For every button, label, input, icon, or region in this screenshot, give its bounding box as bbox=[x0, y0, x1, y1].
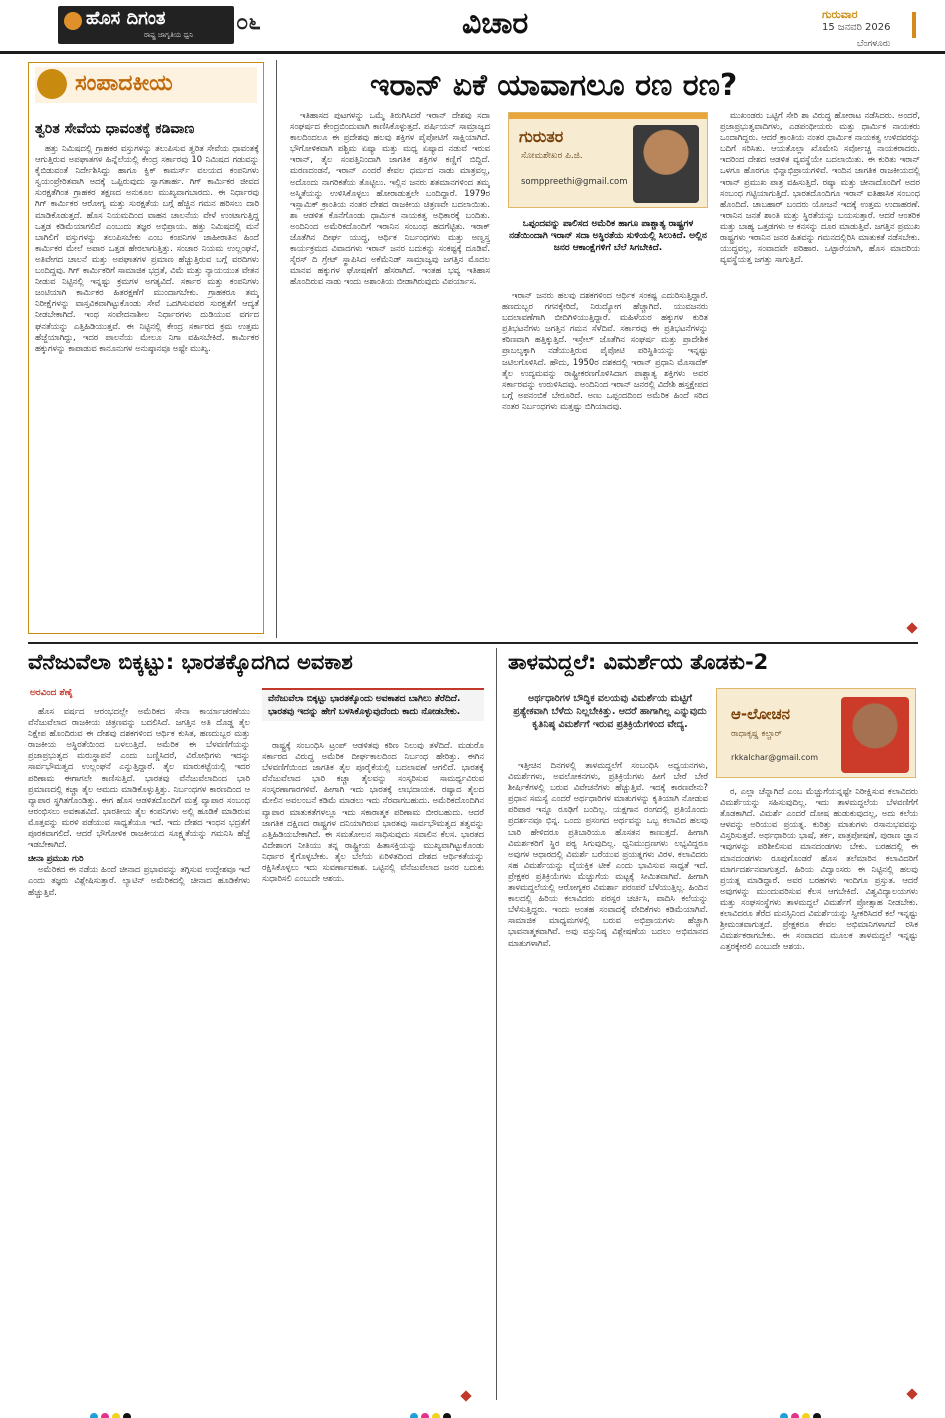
editorial-box bbox=[28, 62, 264, 634]
column-divider bbox=[276, 60, 277, 638]
author-email[interactable]: rkkalchar@gmail.com bbox=[731, 753, 819, 762]
venezuela-headline[interactable]: ವೆನೆಜುವೆಲಾ ಬಿಕ್ಕಟ್ಟು: ಭಾರತಕ್ಕೊದಗಿದ ಅವಕಾಶ bbox=[28, 650, 353, 674]
author-email[interactable]: somppreethi@gmail.com bbox=[521, 177, 628, 187]
logo-tagline: ರಾಷ್ಟ್ರ ಜಾಗೃತಿಯ ಧ್ವನಿ bbox=[144, 31, 194, 39]
cyan-dot-icon bbox=[780, 1413, 788, 1418]
yellow-dot-icon bbox=[112, 1413, 120, 1418]
main-headline[interactable]: ಇರಾನ್ ಏಕೆ ಯಾವಾಗಲೂ ರಣ ರಣ? bbox=[370, 68, 738, 103]
talamaddale-paragraph-2: ರ, ಎಲ್ಲಾ ಚೆನ್ನಾಗಿದೆ ಎಂಬ ಮೆಚ್ಚುಗೆಯನ್ನಷ್ಟೇ ನಿರೀಕ್ಷಿಸುವ ಕಲಾವಿದರು ವಿಮರ್ಶೆಯನ್ನು ಸಹಿಸುವುದಿಲ್ಲ. ಇದು ತಾಳಮದ್ದಲೆಯ ಬೆಳವಣಿಗೆಗೆ ತೊಡಕಾಗಿದೆ. ವಿಮರ್ಶೆ ಎಂದರೆ ದೋಷ ಹುಡುಕುವುದಲ್ಲ, ಅದು ಕಲೆಯ ಆಳವನ್ನು ಅರಿಯುವ ಪ್ರಯತ್ನ. ಕುರಿತ್ತು ಮಾತುಗಳು ರಸಾನುಭವವನ್ನು ವಿಸ್ತರಿಸುತ್ತವೆ. ಅರ್ಥಧಾರಿಯ ಭಾಷೆ, ತರ್ಕ, ಪಾತ್ರಪೋಷಣೆ, ಪುರಾಣ ಜ್ಞಾನ ಇವುಗಳನ್ನು ಪರಿಶೀಲಿಸುವ ಮಾನದಂಡಗಳು ಬೇಕು. ಬರಹದಲ್ಲಿ ಈ ಮಾನದಂಡಗಳು ರೂಪುಗೊಂಡರೆ ಹೊಸ ತಲೆಮಾರಿನ ಕಲಾವಿದರಿಗೆ ಮಾರ್ಗದರ್ಶನವಾಗುತ್ತದೆ. ಹಿರಿಯ ವಿದ್ವಾಂಸರು ಈ ನಿಟ್ಟಿನಲ್ಲಿ ಹಲವು ಪ್ರಯತ್ನ ಮಾಡಿದ್ದಾರೆ. ಅವರ ಬರಹಗಳು ಇಂದಿಗೂ ಪ್ರಸ್ತುತ. ಆದರೆ ಅವುಗಳನ್ನು ಮುಂದುವರಿಸುವ ಕೆಲಸ ಆಗಬೇಕಿದೆ. ವಿಶ್ವವಿದ್ಯಾಲಯಗಳು ಮತ್ತು ಸಂಘಸಂಸ್ಥೆಗಳು ತಾಳಮದ್ದಲೆ ವಿಮರ್ಶೆಗೆ ಪ್ರೋತ್ಸಾಹ ನೀಡಬೇಕು. ಕಲಾವಿದರೂ ತೆರೆದ ಮನಸ್ಸಿನಿಂದ ವಿಮರ್ಶೆಯನ್ನು ಸ್ವೀಕರಿಸಿದರೆ ಕಲೆ ಇನ್ನಷ್ಟು ಶ್ರೀಮಂತವಾಗುತ್ತದೆ. ಪ್ರೇಕ್ಷಕರೂ ಕೇವಲ ಅಭಿಮಾನಿಗಳಾಗದೆ ರಸಿಕ ವಿಮರ್ಶಕರಾಗಬೇಕು. ಈ ಸಂವಾದದ ಮೂಲಕ ತಾಳಮದ್ದಲೆ ಇನ್ನಷ್ಟು ಎತ್ತರಕ್ಕೇರಲಿ ಎಂಬುದೇ ಆಶಯ. bbox=[720, 786, 918, 952]
columnist-card bbox=[716, 688, 916, 778]
author-name: ಸೋಮಶೇಖರ ಪಿ.ಜಿ. bbox=[521, 151, 583, 161]
page-number: ೦೬ bbox=[236, 10, 261, 35]
venezuela-paragraph-1: ಹೊಸ ವರ್ಷದ ಆರಂಭದಲ್ಲೇ ಅಮೆರಿಕದ ಸೇನಾ ಕಾರ್ಯಾಚರಣೆಯು ವೆನೆಜುವೆಲಾದ ರಾಜಕೀಯ ಚಿತ್ರಣವನ್ನು ಬದಲಿಸಿದೆ. ಜಗತ್ತಿನ ಅತಿ ದೊಡ್ಡ ತೈಲ ನಿಕ್ಷೇಪ ಹೊಂದಿರುವ ಈ ದೇಶವು ದಶಕಗಳಿಂದ ಆರ್ಥಿಕ ಕುಸಿತ, ಹಣದುಬ್ಬರ ಮತ್ತು ರಾಜಕೀಯ ಅಸ್ಥಿರತೆಯಿಂದ ಬಳಲುತ್ತಿದೆ. ಅಮೆರಿಕ ಈ ಬೆಳವಣಿಗೆಯನ್ನು ಪ್ರಜಾಪ್ರಭುತ್ವದ ಮರುಸ್ಥಾಪನೆ ಎಂದು ಬಣ್ಣಿಸಿದರೆ, ವಿರೋಧಿಗಳು ಇದನ್ನು ಸಾರ್ವಭೌಮತ್ವದ ಉಲ್ಲಂಘನೆ ಎನ್ನುತ್ತಿದ್ದಾರೆ. ತೈಲ ಮಾರುಕಟ್ಟೆಯಲ್ಲಿ ಇದರ ಪರಿಣಾಮ ಈಗಾಗಲೇ ಕಾಣಿಸುತ್ತಿದೆ. ಭಾರತವು ವೆನೆಜುವೆಲಾದಿಂದ ಭಾರಿ ಪ್ರಮಾಣದಲ್ಲಿ ಕಚ್ಚಾ ತೈಲ ಆಮದು ಮಾಡಿಕೊಳ್ಳುತ್ತಿತ್ತು. ನಿರ್ಬಂಧಗಳ ಕಾರಣದಿಂದ ಆ ವ್ಯಾಪಾರ ಸ್ಥಗಿತಗೊಂಡಿತ್ತು. ಈಗ ಹೊಸ ಆಡಳಿತದೊಂದಿಗೆ ಮತ್ತೆ ವ್ಯಾಪಾರ ಸಂಬಂಧ ಆರಂಭಿಸಲು ಅವಕಾಶವಿದೆ. ಭಾರತೀಯ ತೈಲ ಕಂಪನಿಗಳು ಅಲ್ಲಿ ಹೂಡಿಕೆ ಮಾಡಿರುವ ಮೊತ್ತವನ್ನು ಮರಳಿ ಪಡೆಯುವ ಸಾಧ್ಯತೆಯೂ ಇದೆ. ಇದು ದೇಶದ ಇಂಧನ ಭದ್ರತೆಗೆ ಪೂರಕವಾಗಲಿದೆ. ಆದರೆ ಭೌಗೋಳಿಕ ರಾಜಕೀಯದ ಸೂಕ್ಷ್ಮತೆಯನ್ನು ಗಮನಿಸಿ ಹೆಜ್ಜೆ ಇಡಬೇಕಾಗಿದೆ. bbox=[28, 706, 250, 850]
print-registration-marks bbox=[90, 1406, 134, 1416]
talamaddale-column-1 bbox=[508, 760, 708, 1396]
black-dot-icon bbox=[813, 1413, 821, 1418]
column-name: ಗುರುತರ bbox=[519, 127, 564, 146]
date-city: ಬೆಂಗಳೂರು bbox=[856, 39, 891, 49]
main-column-2 bbox=[502, 290, 708, 626]
main-column-3 bbox=[720, 110, 920, 626]
venezuela-lead: ವೆನೆಜುವೆಲಾ ಬಿಕ್ಕಟ್ಟು ಭಾರತಕ್ಕೊಂದು ಅವಕಾಶದ ಬಾಗಿಲು ತೆರೆದಿದೆ. ಭಾರತವು ಇದನ್ನು ಹೇಗೆ ಬಳಸಿಕೊಳ್ಳುವುದೆಂದು ಕಾದು ನೋಡಬೇಕು. bbox=[262, 688, 484, 721]
talamaddale-lead: ಅರ್ಥಧಾರಿಗಳ ಬೌದ್ಧಿಕ ವಲಯವು ವಿಮರ್ಶೆಯ ಮಟ್ಟಿಗೆ ಪ್ರತ್ಯೇಕವಾಗಿ ಬೆಳೆದು ನಿಲ್ಲಬೇಕಿತ್ತು. ಆದರೆ ಹಾಗಾಗಿಲ್ಲ ಎನ್ನುವುದು ಕೃತಿನಿಷ್ಠ ವಿಮರ್ಶೆಗೆ ಇರುವ ಪ್ರತಿಕ್ರಿಯೆಗಳಿಂದ ವೇದ್ಯ. bbox=[513, 693, 707, 730]
venezuela-column-1 bbox=[28, 706, 250, 1398]
venezuela-paragraph-2: ರಾಷ್ಟ್ರಕ್ಕೆ ಸಂಬಂಧಿಸಿ ಟ್ರಂಪ್ ಆಡಳಿತವು ಕಠಿಣ ನಿಲುವು ತಳೆದಿದೆ. ಮಡುರೊ ಸರ್ಕಾರದ ವಿರುದ್ಧ ಅಮೆರಿಕ ದೀರ್ಘಕಾಲದಿಂದ ನಿರ್ಬಂಧ ಹೇರಿತ್ತು. ಈಗಿನ ಬೆಳವಣಿಗೆಯಿಂದ ಜಾಗತಿಕ ತೈಲ ಪೂರೈಕೆಯಲ್ಲಿ ಬದಲಾವಣೆ ಆಗಲಿದೆ. ಭಾರತಕ್ಕೆ ವೆನೆಜುವೆಲಾದ ಭಾರಿ ಕಚ್ಚಾ ತೈಲವನ್ನು ಸಂಸ್ಕರಿಸುವ ಸಾಮರ್ಥ್ಯವಿರುವ ಸಂಸ್ಕರಣಾಗಾರಗಳಿವೆ. ಹೀಗಾಗಿ ಇದು ಭಾರತಕ್ಕೆ ಲಾಭದಾಯಕ. ರಷ್ಯಾದ ತೈಲದ ಮೇಲಿನ ಅವಲಂಬನೆ ಕಡಿಮೆ ಮಾಡಲು ಇದು ನೆರವಾಗಬಹುದು. ಅಮೆರಿಕದೊಂದಿಗಿನ ವ್ಯಾಪಾರ ಮಾತುಕತೆಗಳಲ್ಲೂ ಇದು ಸಕಾರಾತ್ಮಕ ಪರಿಣಾಮ ಬೀರಬಹುದು. ಆದರೆ ಜಾಗತಿಕ ದಕ್ಷಿಣದ ರಾಷ್ಟ್ರಗಳ ದನಿಯಾಗಿರುವ ಭಾರತವು ಸಾರ್ವಭೌಮತ್ವದ ತತ್ವವನ್ನು ಎತ್ತಿಹಿಡಿಯಬೇಕಾಗಿದೆ. ಈ ಸಮತೋಲನ ಸಾಧಿಸುವುದು ಸವಾಲಿನ ಕೆಲಸ. ಭಾರತದ ವಿದೇಶಾಂಗ ನೀತಿಯು ತನ್ನ ರಾಷ್ಟ್ರೀಯ ಹಿತಾಸಕ್ತಿಯನ್ನು ಮುಖ್ಯವಾಗಿಟ್ಟುಕೊಂಡು ನಿರ್ಧಾರ ಕೈಗೊಳ್ಳಬೇಕು. ತೈಲ ಬೆಲೆಯ ಏರಿಳಿತದಿಂದ ದೇಶದ ಆರ್ಥಿಕತೆಯನ್ನು ರಕ್ಷಿಸಿಕೊಳ್ಳಲು ಇದು ಸುವರ್ಣಾವಕಾಶ. ಒಟ್ಟಿನಲ್ಲಿ ವೆನೆಜುವೆಲಾದ ಜನರ ಬದುಕು ಸುಧಾರಿಸಲಿ ಎಂಬುದೇ ಆಶಯ. bbox=[262, 740, 484, 884]
cyan-dot-icon bbox=[90, 1413, 98, 1418]
author-avatar bbox=[633, 125, 699, 203]
accent-bar bbox=[912, 12, 916, 38]
horizontal-rule bbox=[28, 642, 918, 644]
talamaddale-column-2 bbox=[720, 786, 918, 1396]
print-registration-marks bbox=[410, 1406, 454, 1416]
yellow-dot-icon bbox=[802, 1413, 810, 1418]
talamaddale-headline[interactable]: ತಾಳಮದ್ದಲೆ: ವಿಮರ್ಶೆಯ ತೊಡಕು-2 bbox=[508, 650, 769, 674]
venezuela-byline: ಅರವಿಂದ ಶೆಣೈ bbox=[30, 688, 73, 698]
cyan-dot-icon bbox=[410, 1413, 418, 1418]
editorial-emblem-icon bbox=[37, 69, 67, 99]
editorial-banner bbox=[35, 67, 257, 103]
magenta-dot-icon bbox=[421, 1413, 429, 1418]
black-dot-icon bbox=[123, 1413, 131, 1418]
magenta-dot-icon bbox=[791, 1413, 799, 1418]
editorial-headline[interactable]: ತ್ವರಿತ ಸೇವೆಯ ಧಾವಂತಕ್ಕೆ ಕಡಿವಾಣ bbox=[35, 121, 195, 137]
black-dot-icon bbox=[443, 1413, 451, 1418]
main-paragraph-2: ಇರಾನ್ ಜನರು ಹಲವು ದಶಕಗಳಿಂದ ಆರ್ಥಿಕ ಸಂಕಷ್ಟ ಎದುರಿಸುತ್ತಿದ್ದಾರೆ. ಹಣದುಬ್ಬರ ಗಗನಕ್ಕೇರಿದೆ, ನಿರುದ್ಯೋಗ ಹೆಚ್ಚಾಗಿದೆ. ಯುವಜನರು ಬದಲಾವಣೆಗಾಗಿ ಬೀದಿಗಿಳಿಯುತ್ತಿದ್ದಾರೆ. ಮಹಿಳೆಯರ ಹಕ್ಕುಗಳ ಕುರಿತ ಪ್ರತಿಭಟನೆಗಳು ಜಗತ್ತಿನ ಗಮನ ಸೆಳೆದಿವೆ. ಸರ್ಕಾರವು ಈ ಪ್ರತಿಭಟನೆಗಳನ್ನು ಕಠಿಣವಾಗಿ ಹತ್ತಿಕ್ಕುತ್ತಿದೆ. ಇಸ್ರೇಲ್ ಜೊತೆಗಿನ ಸಂಘರ್ಷ ಮತ್ತು ಪ್ರಾದೇಶಿಕ ಪ್ರಾಬಲ್ಯಕ್ಕಾಗಿ ನಡೆಯುತ್ತಿರುವ ಪೈಪೋಟಿ ಪರಿಸ್ಥಿತಿಯನ್ನು ಇನ್ನಷ್ಟು ಜಟಿಲಗೊಳಿಸಿದೆ. ಹೌದು, 1950ರ ದಶಕದಲ್ಲಿ ಇರಾನ್ ಪ್ರಧಾನಿ ಮೊಸಾದೆಕ್ ತೈಲ ಉದ್ಯಮವನ್ನು ರಾಷ್ಟ್ರೀಕರಣಗೊಳಿಸಿದಾಗ ಪಾಶ್ಚಾತ್ಯ ಶಕ್ತಿಗಳು ಅವರ ಸರ್ಕಾರವನ್ನು ಉರುಳಿಸಿದವು. ಅಂದಿನಿಂದ ಇರಾನ್ ಜನರಲ್ಲಿ ವಿದೇಶಿ ಹಸ್ತಕ್ಷೇಪದ ಬಗ್ಗೆ ಅಪನಂಬಿಕೆ ಬೇರೂರಿದೆ. ಅಣು ಒಪ್ಪಂದದಿಂದ ಅಮೆರಿಕ ಹಿಂದೆ ಸರಿದ ನಂತರ ನಿರ್ಬಂಧಗಳು ಮತ್ತಷ್ಟು ಬಿಗಿಯಾದವು. bbox=[502, 290, 708, 411]
card-accent bbox=[509, 113, 707, 119]
main-column-1 bbox=[290, 110, 490, 626]
columnist-card bbox=[508, 112, 708, 208]
main-paragraph-1: ಇತಿಹಾಸದ ಪುಟಗಳನ್ನು ಒಮ್ಮೆ ತಿರುಗಿಸಿದರೆ ಇರಾನ್ ದೇಶವು ಸದಾ ಸಂಘರ್ಷದ ಕೇಂದ್ರಬಿಂದುವಾಗಿ ಕಾಣಿಸಿಕೊಳ್ಳುತ್ತದೆ. ಪರ್ಷಿಯನ್ ಸಾಮ್ರಾಜ್ಯದ ಕಾಲದಿಂದಲೂ ಈ ಪ್ರದೇಶವು ಹಲವು ಶಕ್ತಿಗಳ ಪೈಪೋಟಿಗೆ ಸಾಕ್ಷಿಯಾಗಿದೆ. ಭೌಗೋಳಿಕವಾಗಿ ಪಶ್ಚಿಮ ಏಷ್ಯಾ ಮತ್ತು ಮಧ್ಯ ಏಷ್ಯಾದ ನಡುವೆ ಇರುವ ಇರಾನ್, ತೈಲ ಸಂಪತ್ತಿನಿಂದಾಗಿ ಜಾಗತಿಕ ಶಕ್ತಿಗಳ ಕಣ್ಣಿಗೆ ಬಿದ್ದಿದೆ. ಮರಣದಂಡನೆ, ಇರಾನ್ ಎಂದರೆ ಕೇವಲ ಧರ್ಮದ ನಾಡು ಮಾತ್ರವಲ್ಲ, ಅದೊಂದು ನಾಗರಿಕತೆಯ ತೊಟ್ಟಿಲು. ಇಲ್ಲಿನ ಜನರು ಶತಮಾನಗಳಿಂದ ತಮ್ಮ ಅಸ್ಮಿತೆಯನ್ನು ಉಳಿಸಿಕೊಳ್ಳಲು ಹೋರಾಡುತ್ತಲೇ ಬಂದಿದ್ದಾರೆ. 1979ರ ಇಸ್ಲಾಮಿಕ್ ಕ್ರಾಂತಿಯ ನಂತರ ದೇಶದ ರಾಜಕೀಯ ಚಿತ್ರಣವೇ ಬದಲಾಯಿತು. ಶಾ ಆಡಳಿತ ಕೊನೆಗೊಂಡು ಧಾರ್ಮಿಕ ನಾಯಕತ್ವ ಅಧಿಕಾರಕ್ಕೆ ಬಂದಿತು. ಅಂದಿನಿಂದ ಅಮೆರಿಕದೊಂದಿಗೆ ಇರಾನಿನ ಸಂಬಂಧ ಹದಗೆಟ್ಟಿತು. ಇರಾಕ್ ಜೊತೆಗಿನ ದೀರ್ಘ ಯುದ್ಧ, ಆರ್ಥಿಕ ನಿರ್ಬಂಧಗಳು ಮತ್ತು ಅಣ್ವಸ್ತ್ರ ಕಾರ್ಯಕ್ರಮದ ವಿವಾದಗಳು ಇರಾನ್ ಜನರ ಬದುಕನ್ನು ಸಂಕಷ್ಟಕ್ಕೆ ದೂಡಿವೆ. ಸೈರಸ್ ದಿ ಗ್ರೇಟ್ ಸ್ಥಾಪಿಸಿದ ಅಕೆಮೆನಿಡ್ ಸಾಮ್ರಾಜ್ಯವು ಜಗತ್ತಿನ ಮೊದಲ ಮಾನವ ಹಕ್ಕುಗಳ ಘೋಷಣೆಗೆ ಹೆಸರಾಗಿದೆ. ಇಂತಹ ಭವ್ಯ ಇತಿಹಾಸ ಹೊಂದಿರುವ ನಾಡು ಇಂದು ಅಶಾಂತಿಯ ಬೀಡಾಗಿರುವುದು ವಿಪರ್ಯಾಸ. bbox=[290, 110, 490, 287]
column-divider bbox=[496, 648, 497, 1400]
print-registration-marks bbox=[780, 1406, 824, 1416]
main-paragraph-3: ಮುಖಂಡರು ಒಟ್ಟಿಗೆ ಸೇರಿ ಶಾ ವಿರುದ್ಧ ಹೋರಾಟ ನಡೆಸಿದರು. ಅಂದರೆ, ಪ್ರಜಾಪ್ರಭುತ್ವವಾದಿಗಳು, ಎಡಪಂಥೀಯರು ಮತ್ತು ಧಾರ್ಮಿಕ ನಾಯಕರು ಒಂದಾಗಿದ್ದರು. ಆದರೆ ಕ್ರಾಂತಿಯ ನಂತರ ಧಾರ್ಮಿಕ ನಾಯಕತ್ವ ಉಳಿದವರನ್ನು ಬದಿಗೆ ಸರಿಸಿತು. ಆಯತೊಲ್ಲಾ ಖೊಮೇನಿ ಸರ್ವೋಚ್ಚ ನಾಯಕರಾದರು. ಇದರಿಂದ ದೇಶದ ಆಡಳಿತ ವ್ಯವಸ್ಥೆಯೇ ಬದಲಾಯಿತು. ಈ ಕುರಿತು ಇರಾನ್ ಒಳಗೂ ಹೊರಗೂ ಭಿನ್ನಾಭಿಪ್ರಾಯಗಳಿವೆ. ಇಂದಿನ ಜಾಗತಿಕ ರಾಜಕೀಯದಲ್ಲಿ ಇರಾನ್ ಪ್ರಮುಖ ಪಾತ್ರ ವಹಿಸುತ್ತಿದೆ. ರಷ್ಯಾ ಮತ್ತು ಚೀನಾದೊಂದಿಗೆ ಅದರ ಸಂಬಂಧ ಗಟ್ಟಿಯಾಗುತ್ತಿದೆ. ಭಾರತದೊಂದಿಗೂ ಇರಾನ್ ಐತಿಹಾಸಿಕ ಸಂಬಂಧ ಹೊಂದಿದೆ. ಚಾಬಹಾರ್ ಬಂದರು ಯೋಜನೆ ಇದಕ್ಕೆ ಉತ್ತಮ ಉದಾಹರಣೆ. ಇರಾನಿನ ಜನತೆ ಶಾಂತಿ ಮತ್ತು ಸ್ಥಿರತೆಯನ್ನು ಬಯಸುತ್ತಾರೆ. ಆದರೆ ಆಂತರಿಕ ಮತ್ತು ಬಾಹ್ಯ ಒತ್ತಡಗಳು ಆ ಕನಸನ್ನು ದೂರ ಮಾಡುತ್ತಿವೆ. ಜಗತ್ತಿನ ಪ್ರಮುಖ ರಾಷ್ಟ್ರಗಳು ಇರಾನಿನ ಜನರ ಹಿತವನ್ನು ಗಮನದಲ್ಲಿರಿಸಿ ಮಾತುಕತೆ ನಡೆಸಬೇಕು. ಯುದ್ಧವಲ್ಲ, ಸಂವಾದವೇ ಪರಿಹಾರ. ಒಟ್ಟಾರೆಯಾಗಿ, ಹೊಸ ಮಾದರಿಯ ವ್ಯವಸ್ಥೆಯತ್ತ ಜಗತ್ತು ಸಾಗುತ್ತಿದೆ. bbox=[720, 110, 920, 265]
masthead bbox=[0, 0, 945, 54]
logo-text: ಹೊಸ ದಿಗಂತ bbox=[86, 8, 166, 29]
date-block bbox=[822, 8, 891, 49]
author-name: ರಾಧಾಕೃಷ್ಣ ಕಲ್ಚಾರ್ bbox=[731, 729, 782, 739]
venezuela-subhead: ಚೀನಾ ಪ್ರಮುಖ ಗುರಿ bbox=[28, 853, 84, 864]
section-title: ವಿಚಾರ bbox=[462, 6, 529, 41]
newspaper-logo[interactable] bbox=[58, 6, 234, 44]
venezuela-paragraph-1b: ಅಮೆರಿಕದ ಈ ನಡೆಯ ಹಿಂದೆ ಚೀನಾದ ಪ್ರಭಾವವನ್ನು ತಗ್ಗಿಸುವ ಉದ್ದೇಶವೂ ಇದೆ ಎಂದು ತಜ್ಞರು ವಿಶ್ಲೇಷಿಸುತ್ತಾರೆ. ಲ್ಯಾಟಿನ್ ಅಮೆರಿಕದಲ್ಲಿ ಚೀನಾದ ಹೂಡಿಕೆಗಳು ಹೆಚ್ಚುತ್ತಿವೆ. bbox=[28, 864, 250, 897]
magenta-dot-icon bbox=[101, 1413, 109, 1418]
lamp-icon bbox=[64, 12, 82, 30]
talamaddale-paragraph-1: ಇತ್ತೀಚಿನ ದಿನಗಳಲ್ಲಿ ತಾಳಮದ್ದಲೆಗೆ ಸಂಬಂಧಿಸಿ ಅಧ್ಯಯನಗಳು, ವಿಮರ್ಶೆಗಳು, ಅವಲೋಕನಗಳು, ಪ್ರತಿಕ್ರಿಯೆಗಳು ಹೀಗೆ ಬೇರೆ ಬೇರೆ ಶೀರ್ಷಿಕೆಗಳಲ್ಲಿ ಬರುವ ವಿವೇಚನೆಗಳು ಹೆಚ್ಚುತ್ತಿವೆ. ಇದಕ್ಕೆ ಕಾರಣವೇನು? ಪ್ರಧಾನ ಸಮಸ್ಯೆ ಎಂದರೆ ಅರ್ಥಧಾರಿಗಳ ಮಾತುಗಳನ್ನು ಕೃತಿಯಾಗಿ ನೋಡುವ ಪರಿಪಾಠ ಇನ್ನೂ ರೂಢಿಗೆ ಬಂದಿಲ್ಲ. ಯಕ್ಷಗಾನ ರಂಗದಲ್ಲಿ ಪ್ರತಿಯೊಂದು ಪ್ರದರ್ಶನವೂ ಭಿನ್ನ. ಒಂದು ಪ್ರಸಂಗದ ಅರ್ಥವನ್ನು ಒಬ್ಬ ಕಲಾವಿದ ಹಲವು ಬಾರಿ ಹೇಳಿದರೂ ಪ್ರತಿಬಾರಿಯೂ ಹೊಸತನ ಕಾಣುತ್ತದೆ. ಹೀಗಾಗಿ ವಿಮರ್ಶಕರಿಗೆ ಸ್ಥಿರ ಪಠ್ಯ ಸಿಗುವುದಿಲ್ಲ. ಧ್ವನಿಮುದ್ರಣಗಳು ಲಭ್ಯವಿದ್ದರೂ ಅವುಗಳ ಆಧಾರದಲ್ಲಿ ವಿಮರ್ಶೆ ಬರೆಯುವ ಪ್ರಯತ್ನಗಳು ವಿರಳ. ಕಲಾವಿದರು ಸಹ ವಿಮರ್ಶೆಯನ್ನು ವೈಯಕ್ತಿಕ ಟೀಕೆ ಎಂದು ಭಾವಿಸುವ ಸಾಧ್ಯತೆ ಇದೆ. ಪ್ರೇಕ್ಷಕರ ಪ್ರತಿಕ್ರಿಯೆಗಳು ಮೆಚ್ಚುಗೆಯ ಮಟ್ಟಕ್ಕೆ ಸೀಮಿತವಾಗಿವೆ. ಹೀಗಾಗಿ ತಾಳಮದ್ದಲೆಯಲ್ಲಿ ಆರೋಗ್ಯಕರ ವಿಮರ್ಶಾ ಪರಂಪರೆ ಬೆಳೆಯುತ್ತಿಲ್ಲ. ಹಿಂದಿನ ಕಾಲದಲ್ಲಿ ಹಿರಿಯ ಕಲಾವಿದರು ಪರಸ್ಪರ ಚರ್ಚಿಸಿ, ವಾದಿಸಿ ಕಲೆಯನ್ನು ಬೆಳೆಸುತ್ತಿದ್ದರು. ಇಂದು ಅಂತಹ ಸಂವಾದಕ್ಕೆ ವೇದಿಕೆಗಳು ಕಡಿಮೆಯಾಗಿವೆ. ಸಾಮಾಜಿಕ ಮಾಧ್ಯಮಗಳಲ್ಲಿ ಬರುವ ಅಭಿಪ್ರಾಯಗಳು ಹೆಚ್ಚಾಗಿ ಭಾವನಾತ್ಮಕವಾಗಿವೆ. ಅವು ವಸ್ತುನಿಷ್ಠ ವಿಶ್ಲೇಷಣೆಯ ಬದಲು ಅಭಿಮಾನದ ಮಾತುಗಳಾಗಿವೆ. bbox=[508, 760, 708, 948]
date-full: 15 ಜನವರಿ 2026 bbox=[822, 22, 891, 33]
editorial-banner-title: ಸಂಪಾದಕೀಯ bbox=[75, 71, 173, 96]
column-name: ಆ-ಲೋಚನ bbox=[731, 705, 790, 723]
venezuela-column-2 bbox=[262, 740, 484, 1398]
editorial-paragraph: ಹತ್ತು ನಿಮಿಷದಲ್ಲಿ ಗ್ರಾಹಕರ ವಸ್ತುಗಳನ್ನು ತಲುಪಿಸುವ ತ್ವರಿತ ಸೇವೆಯ ಧಾವಂತಕ್ಕೆ ಆಗುತ್ತಿರುವ ಅಪಘಾತಗಳ ಹಿನ್ನೆಲೆಯಲ್ಲಿ ಕೇಂದ್ರ ಸರ್ಕಾರವು 10 ನಿಮಿಷದ ಗಡುವನ್ನು ಕೈಬಿಡುವಂತೆ ನಿರ್ದೇಶಿಸಿದ್ದು ಹಾಗೂ ಕ್ವಿಕ್ ಕಾಮರ್ಸ್ ವಲಯದ ಕಂಪನಿಗಳು ಸ್ವಯಂಪ್ರೇರಿತವಾಗಿ ಅದಕ್ಕೆ ಒಪ್ಪಿರುವುದು ಸ್ವಾಗತಾರ್ಹ. ಗಿಗ್ ಕಾರ್ಮಿಕರ ಜೀವದ ಸುರಕ್ಷತೆಗಿಂತ ಗ್ರಾಹಕರ ತಕ್ಷಣದ ಅನುಕೂಲ ಮುಖ್ಯವಾಗಬಾರದು. ಈ ನಿರ್ಧಾರವು ಗಿಗ್ ಕಾರ್ಮಿಕರ ಆರೋಗ್ಯ ಮತ್ತು ಸುರಕ್ಷತೆಯ ಬಗ್ಗೆ ಹೆಚ್ಚಿನ ಗಮನ ಹರಿಸಲು ದಾರಿ ಮಾಡಿಕೊಡುತ್ತದೆ. ಹೊಸ ನಿಯಮದಿಂದ ವಾಹನ ಚಾಲನೆಯ ವೇಳೆ ಉಂಟಾಗುತ್ತಿದ್ದ ಒತ್ತಡ ಕಡಿಮೆಯಾಗಲಿದೆ ಎಂಬುದು ತಜ್ಞರ ಅಭಿಪ್ರಾಯ. ಹತ್ತು ನಿಮಿಷದಲ್ಲಿ ಮನೆ ಬಾಗಿಲಿಗೆ ವಸ್ತುಗಳನ್ನು ತಲುಪಿಸಬೇಕು ಎಂಬ ಕಂಪನಿಗಳ ಜಾಹೀರಾತಿನ ಹಿಂದೆ ಕಾರ್ಮಿಕರ ಮೇಲೆ ಅಪಾರ ಒತ್ತಡ ಹೇರಲಾಗುತ್ತಿತ್ತು. ಸಂಚಾರ ನಿಯಮ ಉಲ್ಲಂಘನೆ, ಅತಿವೇಗದ ಚಾಲನೆ ಮತ್ತು ಅಪಘಾತಗಳ ಪ್ರಮಾಣ ಹೆಚ್ಚುತ್ತಿರುವ ಬಗ್ಗೆ ವರದಿಗಳು ಬಂದಿದ್ದವು. ಗಿಗ್ ಕಾರ್ಮಿಕರಿಗೆ ಸಾಮಾಜಿಕ ಭದ್ರತೆ, ವಿಮೆ ಮತ್ತು ನ್ಯಾಯಯುತ ವೇತನ ನೀಡುವ ನಿಟ್ಟಿನಲ್ಲಿ ಇನ್ನಷ್ಟು ಕ್ರಮಗಳ ಅಗತ್ಯವಿದೆ. ಸರ್ಕಾರ ಮತ್ತು ಕಂಪನಿಗಳು ಜಂಟಿಯಾಗಿ ಕಾರ್ಮಿಕರ ಹಿತರಕ್ಷಣೆಗೆ ಮುಂದಾಗಬೇಕು. ಗ್ರಾಹಕರೂ ತಮ್ಮ ನಿರೀಕ್ಷೆಗಳನ್ನು ವಾಸ್ತವಿಕವಾಗಿಟ್ಟುಕೊಂಡು ಸೇವೆ ಒದಗಿಸುವವರ ಸುರಕ್ಷತೆಗೆ ಆದ್ಯತೆ ನೀಡಬೇಕಾಗಿದೆ. ಇಂಥ ಸಂವೇದನಾಶೀಲ ನಿರ್ಧಾರಗಳು ದುಡಿಯುವ ವರ್ಗದ ಘನತೆಯನ್ನು ಎತ್ತಿಹಿಡಿಯುತ್ತವೆ. ಈ ನಿಟ್ಟಿನಲ್ಲಿ ಕೇಂದ್ರ ಸರ್ಕಾರದ ಕ್ರಮ ಉತ್ತಮ ಹೆಜ್ಜೆಯಾಗಿದ್ದು, ಇದರ ಪಾಲನೆಯ ಮೇಲೂ ನಿಗಾ ವಹಿಸಬೇಕಿದೆ. ಕಾರ್ಮಿಕರ ಹಕ್ಕುಗಳನ್ನು ಕಾಪಾಡುವ ಕಾನೂನುಗಳ ಅನುಷ್ಠಾನವೂ ಅಷ್ಟೇ ಮುಖ್ಯ. bbox=[35, 143, 259, 353]
yellow-dot-icon bbox=[432, 1413, 440, 1418]
main-pullquote: ಒಪ್ಪಂದವನ್ನು ಪಾಲಿಸದ ಅಮೆರಿಕ ಹಾಗೂ ಪಾಶ್ಚಾತ್ಯ ರಾಷ್ಟ್ರಗಳ ನಡೆಯಿಂದಾಗಿ ಇರಾನ್ ಸದಾ ಅಸ್ಥಿರತೆಯ ಸುಳಿಯಲ್ಲಿ ಸಿಲುಕಿದೆ. ಅಲ್ಲಿನ ಜನರ ಆಕಾಂಕ್ಷೆಗಳಿಗೆ ಬೆಲೆ ಸಿಗಬೇಕಿದೆ. bbox=[509, 219, 707, 253]
editorial-body bbox=[35, 143, 259, 631]
date-day: ಗುರುವಾರ bbox=[822, 8, 858, 21]
author-avatar bbox=[841, 697, 909, 773]
